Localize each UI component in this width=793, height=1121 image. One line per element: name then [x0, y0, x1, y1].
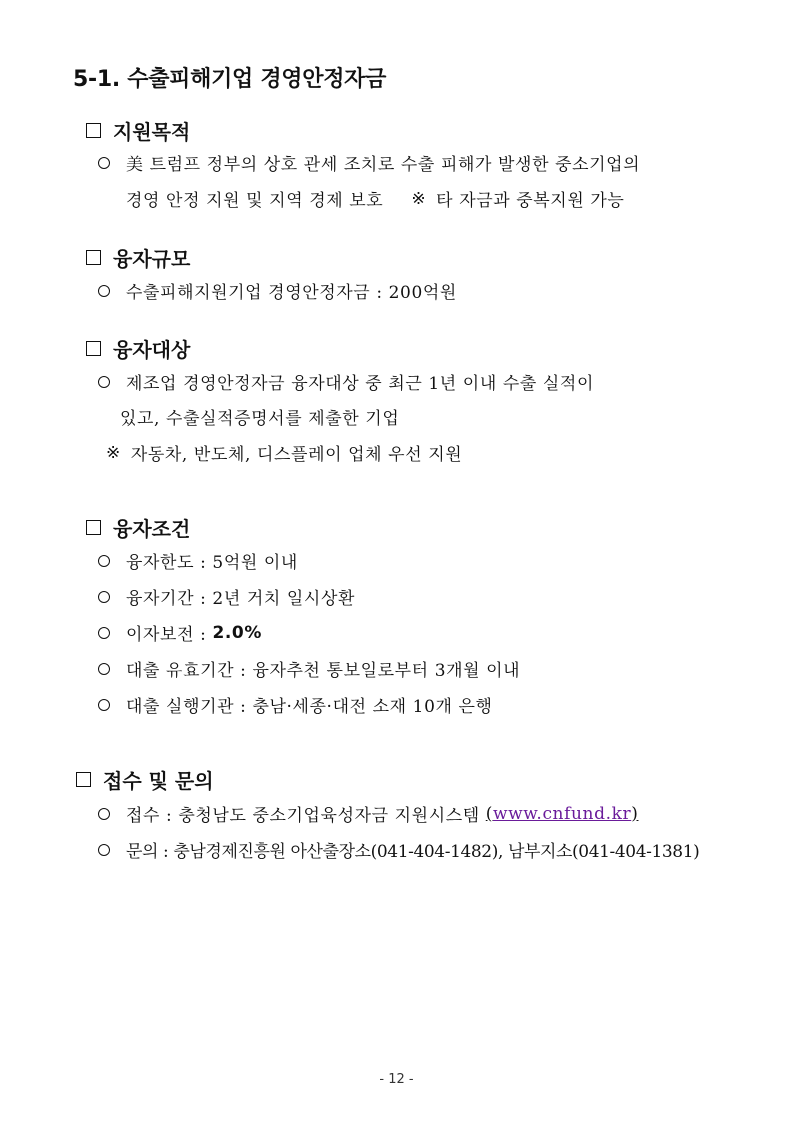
conditions-interest: [98, 620, 262, 645]
bullet-circle-icon: [98, 285, 110, 297]
note-mark-icon: ※: [411, 188, 427, 209]
contact-inquiry: [98, 837, 699, 862]
contact-inquiry-text: 문의 : 충남경제진흥원 아산출장소(041-404-1482), 남부지소(041-404-1381): [126, 842, 700, 862]
bullet-circle-icon: [98, 627, 110, 639]
target-text-2: 있고, 수출실적증명서를 제출한 기업: [120, 409, 400, 429]
conditions-interest-value: 2.0%: [212, 622, 262, 643]
scale-text-1: 수출피해지원기업 경영안정자금 : 200억원: [126, 283, 457, 303]
bullet-circle-icon: [98, 844, 110, 856]
conditions-banks: [98, 692, 493, 717]
target-note-text: 자동차, 반도체, 디스플레이 업체 우선 지원: [130, 445, 463, 465]
conditions-limit: [98, 548, 298, 573]
checkbox-square-icon: [86, 520, 101, 535]
conditions-interest-label: 이자보전 :: [126, 625, 213, 645]
conditions-validity-text: 대출 유효기간 : 융자추천 통보일로부터 3개월 이내: [126, 661, 521, 681]
checkbox-square-icon: [86, 123, 101, 138]
target-line-1: [98, 369, 594, 394]
target-text-1: 제조업 경영안정자금 융자대상 중 최근 1년 이내 수출 실적이: [126, 374, 594, 394]
bullet-circle-icon: [98, 591, 110, 603]
checkbox-square-icon: [86, 341, 101, 356]
conditions-validity: [98, 656, 520, 681]
page-title: 5-1. 수출피해기업 경영안정자금: [73, 67, 387, 92]
conditions-period-text: 융자기간 : 2년 거치 일시상환: [126, 589, 356, 609]
bullet-circle-icon: [98, 376, 110, 388]
purpose-text-2: 경영 안정 지원 및 지역 경제 보호: [126, 191, 384, 211]
checkbox-square-icon: [76, 772, 91, 787]
bullet-circle-icon: [98, 808, 110, 820]
purpose-text-1: 美 트럼프 정부의 상호 관세 조치로 수출 피해가 발생한 중소기업의: [126, 155, 641, 175]
page-number: - 12 -: [379, 1072, 414, 1087]
cnfund-link[interactable]: www.cnfund.kr: [493, 803, 632, 824]
target-note: [106, 440, 462, 465]
contact-reception: [98, 801, 638, 826]
bullet-circle-icon: [98, 699, 110, 711]
section-heading-conditions: [86, 513, 190, 542]
section-heading-label: 지원목적: [113, 120, 191, 144]
bullet-circle-icon: [98, 555, 110, 567]
bullet-circle-icon: [98, 663, 110, 675]
checkbox-square-icon: [86, 250, 101, 265]
note-mark-icon: ※: [106, 442, 121, 463]
section-heading-label: 접수 및 문의: [103, 769, 214, 793]
section-heading-label: 융자규모: [113, 247, 191, 271]
paren-open: (: [485, 803, 493, 824]
purpose-line-1: [98, 150, 640, 175]
section-heading-purpose: [86, 116, 190, 145]
scale-line-1: [98, 278, 457, 303]
conditions-limit-text: 융자한도 : 5억원 이내: [126, 553, 298, 573]
conditions-banks-text: 대출 실행기관 : 충남·세종·대전 소재 10개 은행: [126, 697, 493, 717]
paren-close: ): [631, 803, 639, 824]
conditions-period: [98, 584, 355, 609]
purpose-line-2: [126, 186, 624, 211]
section-heading-label: 융자대상: [113, 338, 191, 362]
section-heading-label: 융자조건: [113, 517, 191, 541]
target-line-2: [120, 404, 399, 429]
contact-reception-text: 접수 : 충청남도 중소기업육성자금 지원시스템: [126, 806, 486, 826]
section-heading-scale: [86, 243, 190, 272]
section-heading-target: [86, 334, 190, 363]
bullet-circle-icon: [98, 157, 110, 169]
section-heading-contact: [76, 765, 214, 794]
purpose-note: 타 자금과 중복지원 가능: [436, 191, 625, 211]
